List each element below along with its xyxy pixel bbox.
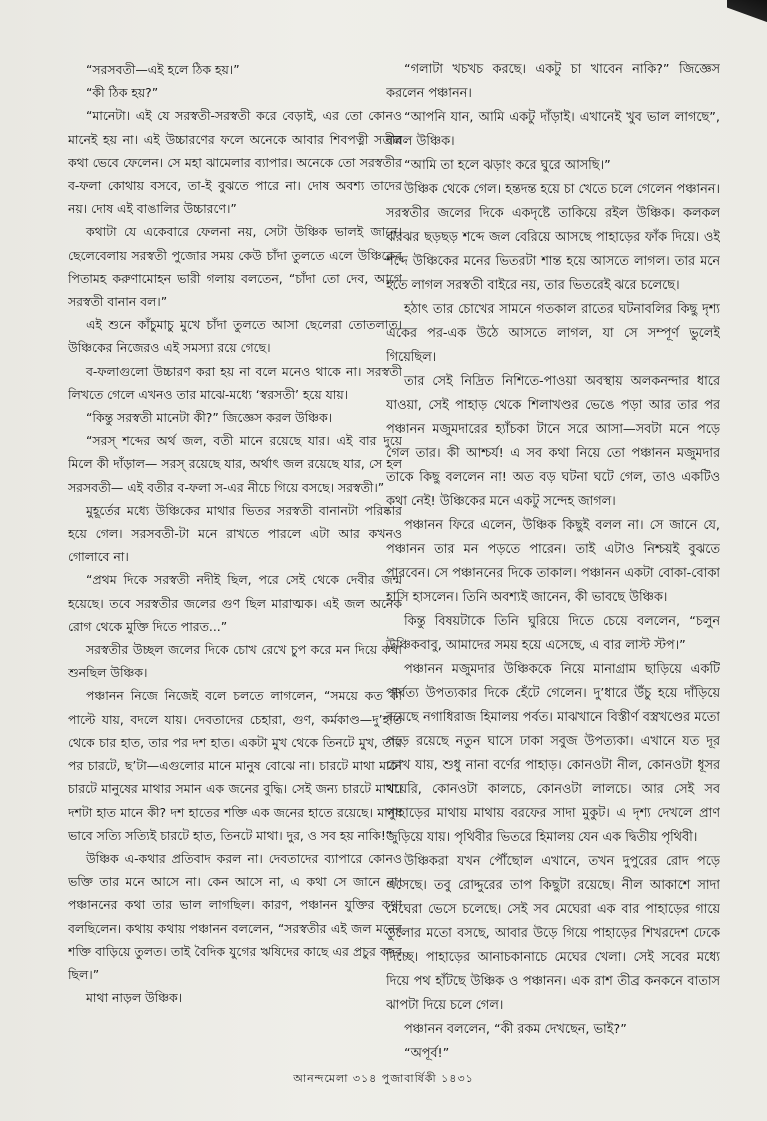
paragraph: তার সেই নিদ্রিত নিশিতে-পাওয়া অবস্থায় অলকনন্দার ধারে যাওয়া, সেই পাহাড় থেকে শিলাখণ্ডর ভেঙে পড়া আর তার পর পঞ্চানন মজুমদারের হ্যাঁচকা টানে সরে আসা—সবটা মনে পড়ে গেল তার। কী আশ্চর্য! এ সব কথা নিয়ে তো পঞ্চানন মজুমদার তাকে কিছু বললেন না! অত বড় ঘটনা ঘটে গেল, তাও একটিও কথা নেই! উঞ্চিকের মনে একটু সন্দেহ জাগল।	[386, 374, 720, 509]
paragraph: মুহূর্তের মধ্যে উঞ্চিকের মাথার ভিতর সরস্বতী বানানটা পরিষ্কার হয়ে গেল। সরসবতী-টা মনে রাখতে পারলে এটা আর কখনও গোলাবে না।	[68, 502, 402, 565]
paragraph: পঞ্চানন ফিরে এলেন, উঞ্চিক কিছুই বলল না। সে জানে যে, পঞ্চানন তার মন পড়তে পারেন। তাই এটাও নিশ্চয়ই বুঝতে পারবেন। সে পঞ্চাননের দিকে তাকাল। পঞ্চানন একটা বোকা-বোকা হাসি হাসলেন। তিনি অবশ্যই জানেন, কী ভাবছে উঞ্চিক।	[386, 518, 720, 605]
paragraph: পঞ্চানন বললেন, “কী রকম দেখছেন, ভাই?”	[404, 1022, 627, 1037]
paragraph: হঠাৎ তার চোখের সামনে গতকাল রাতের ঘটনাবলির কিছু দৃশ্য একের পর-এক উঠে আসতে লাগল, যা সে সম্পূর্ণ ভুলেই গিয়েছিল।	[386, 302, 720, 365]
right-column	[386, 58, 720, 1068]
paragraph: ব-ফলাগুলো উচ্চারণ করা হয় না বলে মনেও থাকে না। সরস্বতী লিখতে গেলে এখনও তার মাঝে-মধ্যে ‘স্বরসতী’ হয়ে যায়।	[68, 363, 402, 402]
page-corner-shadow	[727, 0, 767, 34]
paragraph: উঞ্চিক থেকে গেল। হন্তদন্ত হয়ে চা খেতে চলে গেলেন পঞ্চানন। সরস্বতীর জলের দিকে একদৃষ্টে তাকিয়ে রইল উঞ্চিক। কলকল ঝরঝর ছড়ছড় শব্দে জল বেরিয়ে আসছে পাহাড়ের ফাঁক দিয়ে। ওই শব্দে উঞ্চিকের মনের ভিতরটা শান্ত হয়ে আসতে লাগল। তার মনে হতে লাগল সরস্বতী বাইরে নয়, তার ভিতরেই ঝরে চলেছে।	[386, 182, 720, 293]
paragraph: এই শুনে কাঁচুমাচু মুখে চাঁদা তুলতে আসা ছেলেরা তোতলাত। উঞ্চিকের নিজেরও এই সমস্যা রয়ে গেছে।	[68, 317, 402, 356]
paragraph: “গলাটা খচখচ করছে। একটু চা খাবেন নাকি?” জিজ্ঞেস করলেন পঞ্চানন।	[386, 62, 720, 101]
paragraph: উঞ্চিক এ-কথার প্রতিবাদ করল না। দেবতাদের ব্যাপারে কোনও ভক্তি তার মনে আসে না। কেন আসে না, এ কথা সে জানে না। পঞ্চাননের কথা তার ভাল লাগছিল। কারণ, পঞ্চানন যুক্তির কথা বলছিলেন। কথায় কথায় পঞ্চানন বললেন, “সরস্বতীর এই জল মনের শক্তি বাড়িয়ে তুলত। তাই বৈদিক যুগের ঋষিদের কাছে এর প্রচুর কদর ছিল।”	[68, 850, 402, 982]
paragraph: পঞ্চানন মজুমদার উঞ্চিককে নিয়ে মানাগ্রাম ছাড়িয়ে একটি পার্বত্য উপত্যকার দিকে হেঁটে গেলেন। দু’ধারে উঁচু হয়ে দাঁড়িয়ে রয়েছে নগাধিরাজ হিমালয় পর্বত। মাঝখানে বিস্তীর্ণ বস্ত্রখণ্ডের মতো পড়ে রয়েছে নতুন ঘাসে ঢাকা সবুজ উপত্যকা। এখানে যত দূর চোখ যায়, শুধু নানা বর্ণের পাহাড়। কোনওটা নীল, কোনওটা ধূসর খয়েরি, কোনওটা কালচে, কোনওটা লালচে। আর সেই সব পাহাড়ের মাথায় মাথায় বরফের সাদা মুকুট। এ দৃশ্য দেখলে প্রাণ জুড়িয়ে যায়। পৃথিবীর ভিতরে হিমালয় যেন এক দ্বিতীয় পৃথিবী।	[386, 662, 720, 845]
paragraph: পঞ্চানন নিজে নিজেই বলে চলতে লাগলেন, “সময়ে কত কী পাল্টে যায়, বদলে যায়। দেবতাদের চেহারা, গুণ, কর্মকাণ্ড—দু’হাত থেকে চার হাত, তার পর দশ হাত। একটা মুখ থেকে তিনটে মুখ, তার পর চারটে, ছ’টা—এগুলোর মানে মানুষ বোঝে না। চারটে মাথা মানে চারটে মানুষের মাথার সমান এক জনের বুদ্ধি। সেই জন্য চারটে মাথা। দশটা হাত মানে কী? দশ হাতের শক্তি এক জনের হাতে রয়েছে। মানুষ ভাবে সত্যি সত্যিই চারটে হাত, তিনটে মাথা। দুর, ও সব হয় নাকি!”	[68, 688, 402, 843]
paragraph: সরস্বতীর উচ্ছল জলের দিকে চোখ রেখে চুপ করে মন দিয়ে কথা শুনছিল উঞ্চিক।	[68, 642, 402, 681]
paragraph: মাথা নাড়ল উঞ্চিক।	[86, 990, 183, 1006]
paragraph: “আপনি যান, আমি একটু দাঁড়াই। এখানেই খুব ভাল লাগছে”, বলল উঞ্চিক।	[386, 110, 720, 149]
paragraph: “সরস্ শব্দের অর্থ জল, বতী মানে রয়েছে যার। এই বার দুয়ে মিলে কী দাঁড়াল— সরস্ রয়েছে যার, অর্থাৎ জল রয়েছে যার, সে হল সরসবতী— এই বতীর ব-ফলা স-এর নীচে গিয়ে বসছে। সরস্বতী।”	[68, 433, 402, 495]
paragraph: উঞ্চিকরা যখন পৌঁছোল এখানে, তখন দুপুরের রোদ পড়ে এসেছে। তবু রোদ্দুরের তাপ কিছুটা রয়েছে। নীল আকাশে সাদা মেঘেরা ভেসে চলেছে। সেই সব মেঘেরা এক বার পাহাড়ের গায়ে তুলোর মতো বসছে, আবার উড়ে গিয়ে পাহাড়ের শিখরদেশ ঢেকে দিচ্ছে। পাহাড়ের আনাচকানাচে মেঘের খেলা। সেই সবের মধ্যে দিয়ে পথ হাঁটছে উঞ্চিক ও পঞ্চানন। এক রাশ তীব্র কনকনে বাতাস ঝাপটা দিয়ে চলে গেল।	[386, 854, 720, 1013]
paragraph: কিন্তু বিষয়টাকে তিনি ঘুরিয়ে দিতে চেয়ে বললেন, “চলুন উঞ্চিকবাবু, আমাদের সময় হয়ে এসেছে, এ বার লাস্ট স্টপ।”	[386, 614, 720, 653]
paragraph: “অপূর্ব!”	[404, 1046, 450, 1061]
paragraph: “সরসবতী—এই হলে ঠিক হয়।”	[86, 62, 240, 77]
paragraph: “মানেটা। এই যে সরস্বতী-সরস্বতী করে বেড়াই, এর তো কোনও মানেই হয় না। এই উচ্চারণের ফলে অনেকে আবার শিবপত্নী সতীর কথা ভেবে ফেলেন। সে মহা ঝামেলার ব্যাপার। অনেকে তো সরস্বতীর ব-ফলা কোথায় বসবে, তা-ই বুঝতে পারে না। দোষ অবশ্য তাদের নয়। দোষ এই বাঙালির উচ্চারণে।”	[68, 108, 402, 217]
paragraph: “কী ঠিক হয়?”	[86, 85, 159, 101]
left-column	[68, 58, 402, 1068]
paragraph: কথাটা যে একেবারে ফেলনা নয়, সেটা উঞ্চিক ভালই জানে। ছেলেবেলায় সরস্বতী পুজোর সময় কেউ চাঁদা তুলতে এলে উঞ্চিকের পিতামহ করুণামোহন ভারী গলায় বলতেন, “চাঁদা তো দেব, আগে সরস্বতী বানান বল।”	[68, 224, 402, 310]
paragraph: “প্রথম দিকে সরস্বতী নদীই ছিল, পরে সেই থেকে দেবীর জন্ম হয়েছে। তবে সরস্বতীর জলের গুণ ছিল মারাত্মক। এই জল অনেক রোগ থেকে মুক্তি দিতে পারত...”	[68, 572, 402, 634]
page-footer: আনন্দমেলা ৩১৪ পুজাবার্ষিকী ১৪৩১	[293, 1072, 474, 1085]
paragraph: “আমি তা হলে ঝড়াং করে ঘুরে আসছি।”	[404, 158, 611, 173]
paragraph: “কিন্তু সরস্বতী মানেটা কী?” জিজ্ঞেস করল উঞ্চিক।	[86, 410, 333, 426]
